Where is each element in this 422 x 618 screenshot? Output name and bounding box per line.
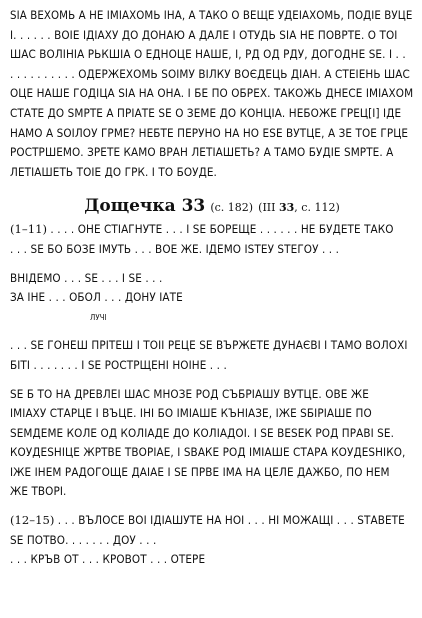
text-line: ІЖЕ ІНЕМ РАДОГОЩЕ ДАІАЕ І ЅЕ ПРВЕ ІМА НА ЦЕЛЕ ДАЖБО, ПО НЕМ [10, 464, 390, 479]
section-1-para-2 [10, 336, 414, 375]
text-line: ОЦЕ НАШЕ ГОДІЦА ЅІА НА ОНА. І БЕ ПО ОБРЕХ. ТАКОЖЬ ДНЕСЕ ІМІАХОМ [10, 86, 414, 101]
text-line: ЛЕТІАШЕТЬ ТОІЕ ДО ГРК. І ТО БОУДЕ. [10, 164, 217, 179]
text-line: ШАС ВОЛІНІА РЬКШІА О ЕДНОЦЕ НАШЕ, І, РД ОД РДУ, ДОГОДНЕ ЅЕ. І . . [10, 47, 406, 62]
text-line: ЅЕМДЕМЕ КОЛЕ ОД КОЛІАДЕ ДО КОЛІАДОІ. І ЅЕ ВЕЅЕК РОД ПРАВІ ЅЕ. [10, 425, 394, 440]
text-line: РОСТРШЕМО. ЗРЕТЕ КАМО ВРАН ЛЕТІАШЕТЬ? А ТАМО БУДІЕ ЅМРТЕ. А [10, 145, 394, 160]
fragment-line: ЗА ІНЕ . . . ОБОЛ . . . ДОНУ ІАТЕ [10, 290, 183, 305]
text-line: БІТІ . . . . . . . І ЅЕ РОСТРЩЕНІ НОІНЕ . . . [10, 357, 227, 372]
line-range: (12–15) [10, 513, 55, 528]
tablet-ref-2: (ІІІ 33, с. 112) [258, 201, 340, 215]
text-line: СТАТЕ ДО ЅМРТЕ А ПРІАТЕ ЅЕ О ЗЕМЕ ДО КОНЦІА. НЕБОЖЕ ГРЕЦ[І] ІДЕ [10, 105, 402, 120]
section-2: (12–15) . . . ВЪЛОСЕ ВОІ ІДІАШУТЕ НА НОІ . . . НІ МОЖАЩІ . . . ЅТАВЕТЕ ЅЕ ПОТВО. . . . . . . ДОУ . . . . . . КРЪВ ОТ . . . КРОВОТ . . . ОТЕРЕ [10, 513, 405, 567]
fragment-lines [10, 269, 414, 328]
text-line: КОУДЕЅНІЦЕ ЖРТВЕ ТВОРІАЕ, І ЅВАКЕ РОД ІМІАШЕ СТАРА КОУДЕЅНІКО, [10, 445, 406, 460]
text-line: ЅЕ Б ТО НА ДРЕВЛЕІ ШАС МНОЗЕ РОД СЪБРІАШУ ВУТЦЕ. ОВЕ ЖЕ [10, 386, 369, 401]
text-line: І. . . . . . ВОІЕ ІДІАХУ ДО ДОНАЮ А ДАЛЕ І ОТУДЬ ЅІА НЕ ПОВРТЕ. О ТОІ [10, 27, 398, 42]
section-1-para-3 [10, 385, 414, 503]
fragment-line: ЛУЧІ [90, 312, 107, 322]
section-1-intro: (1–11) . . . . ОНЕ СТІАГНУТЕ . . . І ЅЕ БОРЕЩЕ . . . . . . НЕ БУДЕТЕ ТАКО . . . ЅЕ БО БОЗЕ ІМУТЬ . . . ВОЕ ЖЕ. ІДЕМО ІЅТЕУ ЅТЕГОУ . . . [10, 222, 394, 256]
tablet-title: Дощечка 33 [84, 196, 206, 217]
fragment-line: ВНІДЕМО . . . ЅЕ . . . І ЅЕ . . . [10, 270, 163, 285]
passage-1 [10, 6, 414, 182]
text-line: ІМІАХУ СТАРЦЕ І ВЪЦЕ. ІНІ БО ІМІАШЕ КЪНІАЗЕ, ІЖЕ ЅБІРІАШЕ ПО [10, 406, 372, 421]
text-line: НАМО А ЅОІЛОУ ГРМЕ? НЕБТЕ ПЕРУНО НА НО ЕЅЕ ВУТЦЕ, А ЗЕ ТОЕ ГРЦЕ [10, 125, 409, 140]
text-line: . . . . . . . . . . ОДЕРЖЕХОМЬ ЅОІМУ ВІЛКУ ВОЄДЕЦЬ ДІАН. А СТЕІЕНЬ ШАС [10, 66, 410, 81]
text-line: ЅІА ВЕХОМЬ А НЕ ІМІАХОМЬ ІНА, А ТАКО О ВЕЩЕ УДЕІАХОМЬ, ПОДІЕ ВУЦЕ [10, 8, 413, 22]
tablet-heading [10, 196, 414, 216]
tablet-ref-1: (с. 182) [210, 201, 254, 215]
text-line: ЖЕ ТВОРІ. [10, 484, 67, 499]
line-range: (1–11) [10, 222, 47, 237]
text-line: . . . ЅЕ ГОНЕШ ПРІТЕШ І ТОІІ РЕЦЕ ЅЕ ВЪРЖЕТЕ ДУНАЄВІ І ТАМО ВОЛОХІ [10, 338, 408, 353]
